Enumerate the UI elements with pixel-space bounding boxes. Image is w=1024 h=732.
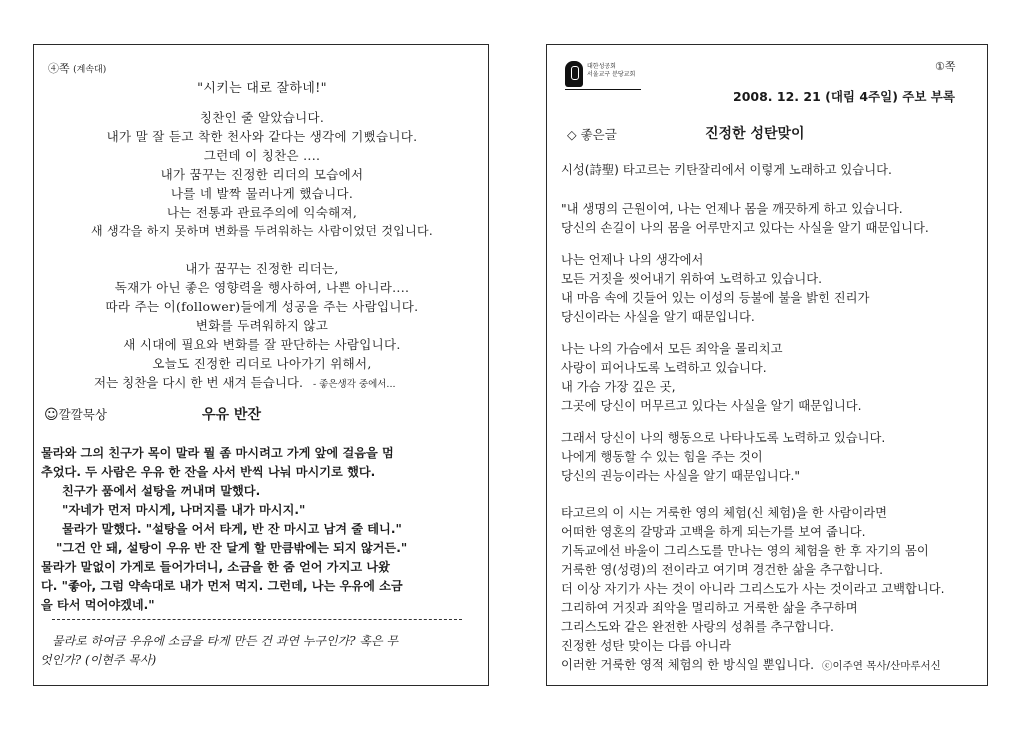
- continued-label: (계속대): [73, 65, 107, 75]
- page-marker: ④쪽: [48, 62, 70, 75]
- body-line: 나는 언제나 나의 생각에서: [561, 253, 704, 267]
- story-line: "자네가 먼저 마시게, 나머지를 내가 마시지.": [62, 503, 306, 517]
- poem-line: 나를 네 발짝 물러나게 했습니다.: [170, 186, 354, 201]
- poem-line: 변화를 두려워하지 않고: [195, 318, 329, 333]
- story-line: 다. "좋아, 그럼 약속대로 내가 먼저 먹지. 그런데, 나는 우유에 소금: [41, 579, 403, 593]
- body-line: 진정한 성탄 맞이는 다름 아니라: [561, 639, 732, 653]
- poem-title: "시키는 대로 잘하네!": [197, 81, 327, 96]
- body-line: 그래서 당신이 나의 행동으로 나타나도록 노력하고 있습니다.: [561, 431, 886, 445]
- body-line: 그리하여 거짓과 죄악을 멀리하고 거룩한 삶을 추구하며: [561, 601, 858, 615]
- date-line: 2008. 12. 21 (대림 4주일) 주보 부록: [733, 89, 955, 104]
- page-number-left: [48, 60, 106, 76]
- poem-line: 나는 전통과 관료주의에 익숙해져,: [166, 205, 358, 220]
- intro-line: 시성(詩聖) 타고르는 키탄잘리에서 이렇게 노래하고 있습니다.: [561, 163, 892, 177]
- section-label: 깔깔묵상: [58, 407, 107, 422]
- poem-line: 내가 말 잘 듣고 착한 천사와 같다는 생각에 기뻤습니다.: [106, 129, 418, 144]
- divider: [52, 619, 462, 620]
- logo-underline: [565, 89, 641, 90]
- poem-line: [94, 373, 396, 391]
- poem-line: 내가 꿈꾸는 진정한 리더의 모습에서: [160, 167, 364, 182]
- body-line: 나는 나의 가슴에서 모든 죄악을 몰리치고: [561, 342, 783, 356]
- article-title: 진정한 성탄맞이: [705, 126, 805, 142]
- body-line: 어떠한 영혼의 갈망과 고백을 하게 되는가를 보여 줍니다.: [561, 525, 866, 539]
- poem-line: 새 시대에 필요와 변화를 잘 판단하는 사람입니다.: [123, 337, 401, 352]
- closing-line: 물라로 하여금 우유에 소금을 타게 만든 건 과연 누구인가? 혹은 무: [52, 634, 398, 648]
- body-line: 거룩한 영(성령)의 전이라고 여기며 경건한 삶을 추구합니다.: [561, 563, 884, 577]
- body-line: 그리스도와 같은 완전한 사랑의 성취를 추구합니다.: [561, 620, 834, 634]
- story-line: 물라가 말했다. "설탕을 어서 타게, 반 잔 마시고 남겨 줄 테니.": [62, 522, 402, 536]
- story-line: 물라와 그의 친구가 목이 말라 뭘 좀 마시려고 가게 앞에 걸음을 멈: [41, 446, 394, 460]
- body-line: 기독교에선 바울이 그리스도를 만나는 영의 체험을 한 후 자기의 몸이: [561, 544, 929, 558]
- body-line: 내 마음 속에 깃들어 있는 이성의 등불에 불을 밝힌 진리가: [561, 291, 870, 305]
- poem-last-line: 저는 칭찬을 다시 한 번 새겨 듣습니다.: [94, 375, 303, 390]
- body-line: 내 가슴 가장 깊은 곳,: [561, 380, 676, 394]
- right-page: [546, 44, 988, 686]
- body-line: 나에게 행동할 수 있는 힘을 주는 것이: [561, 450, 763, 464]
- body-line: 타고르의 이 시는 거룩한 영의 체험(신 체험)을 한 사람이라면: [561, 506, 887, 520]
- credit: ⓒ이주연 목사/산마루서신: [821, 660, 941, 672]
- story-line: 추었다. 두 사람은 우유 한 잔을 사서 반씩 나눠 마시기로 했다.: [41, 465, 376, 479]
- poem-line: 오늘도 진정한 리더로 나아가기 위해서,: [152, 356, 372, 371]
- story-line: "그건 안 돼, 설탕이 우유 반 잔 달게 할 만큼밖에는 되지 않거든.": [56, 541, 408, 555]
- closing-line: 엇인가? (이현주 목사): [40, 653, 157, 667]
- body-line: 그곳에 당신이 머무르고 있다는 사실을 알기 때문입니다.: [561, 399, 862, 413]
- left-page: [33, 44, 489, 686]
- poem-line: 독재가 아닌 좋은 영향력을 행사하여, 나쁜 아니라....: [114, 280, 410, 295]
- church-logo-icon: [565, 61, 583, 87]
- poem-line: 따라 주는 이(follower)들에게 성공을 주는 사람입니다.: [105, 299, 419, 314]
- poem-line: 칭찬인 줄 알았습니다.: [199, 110, 325, 125]
- body-line: 당신의 권능이라는 사실을 알기 때문입니다.": [561, 469, 801, 483]
- poem-line: 그런데 이 칭찬은 ....: [203, 148, 321, 163]
- poem-line: 새 생각을 하지 못하며 변화를 두려워하는 사람이었던 것입니다.: [90, 224, 434, 238]
- body-line: "내 생명의 근원이여, 나는 언제나 몸을 깨끗하게 하고 있습니다.: [561, 202, 903, 216]
- body-line: 이러한 거룩한 영적 체험의 한 방식일 뿐입니다.: [561, 658, 815, 672]
- story-line: 친구가 품에서 설탕을 꺼내며 말했다.: [62, 484, 261, 498]
- story-title: 우유 반잔: [202, 407, 261, 423]
- body-last-line: [561, 655, 941, 673]
- logo-line: 서울교구 분당교회: [587, 71, 636, 78]
- body-line: 사랑이 피어나도록 노력하고 있습니다.: [561, 361, 767, 375]
- source-note: - 좋은생각 중에서...: [312, 379, 396, 390]
- poem-line: 내가 꿈꾸는 진정한 리더는,: [185, 261, 339, 276]
- body-line: 더 이상 자기가 사는 것이 아니라 그리스도가 사는 것이라고 고백합니다.: [561, 582, 945, 596]
- body-line: 당신이라는 사실을 알기 때문입니다.: [561, 310, 755, 324]
- body-line: 당신의 손길이 나의 몸을 어루만지고 있다는 사실을 알기 때문입니다.: [561, 221, 929, 235]
- story-line: 물라가 말없이 가게로 들어가더니, 소금을 한 줌 얻어 가지고 나왔: [41, 560, 390, 574]
- story-line: 을 타서 먹어야겠네.": [41, 598, 155, 612]
- page-number-right: ①쪽: [935, 60, 956, 73]
- section-label: ◇ 좋은글: [567, 127, 617, 142]
- logo-text: [587, 63, 635, 79]
- section-header: [44, 405, 107, 423]
- smile-icon: ☺: [44, 407, 59, 423]
- body-line: 모든 거짓을 씻어내기 위하여 노력하고 있습니다.: [561, 272, 823, 286]
- logo-line: 대한성공회: [587, 63, 616, 70]
